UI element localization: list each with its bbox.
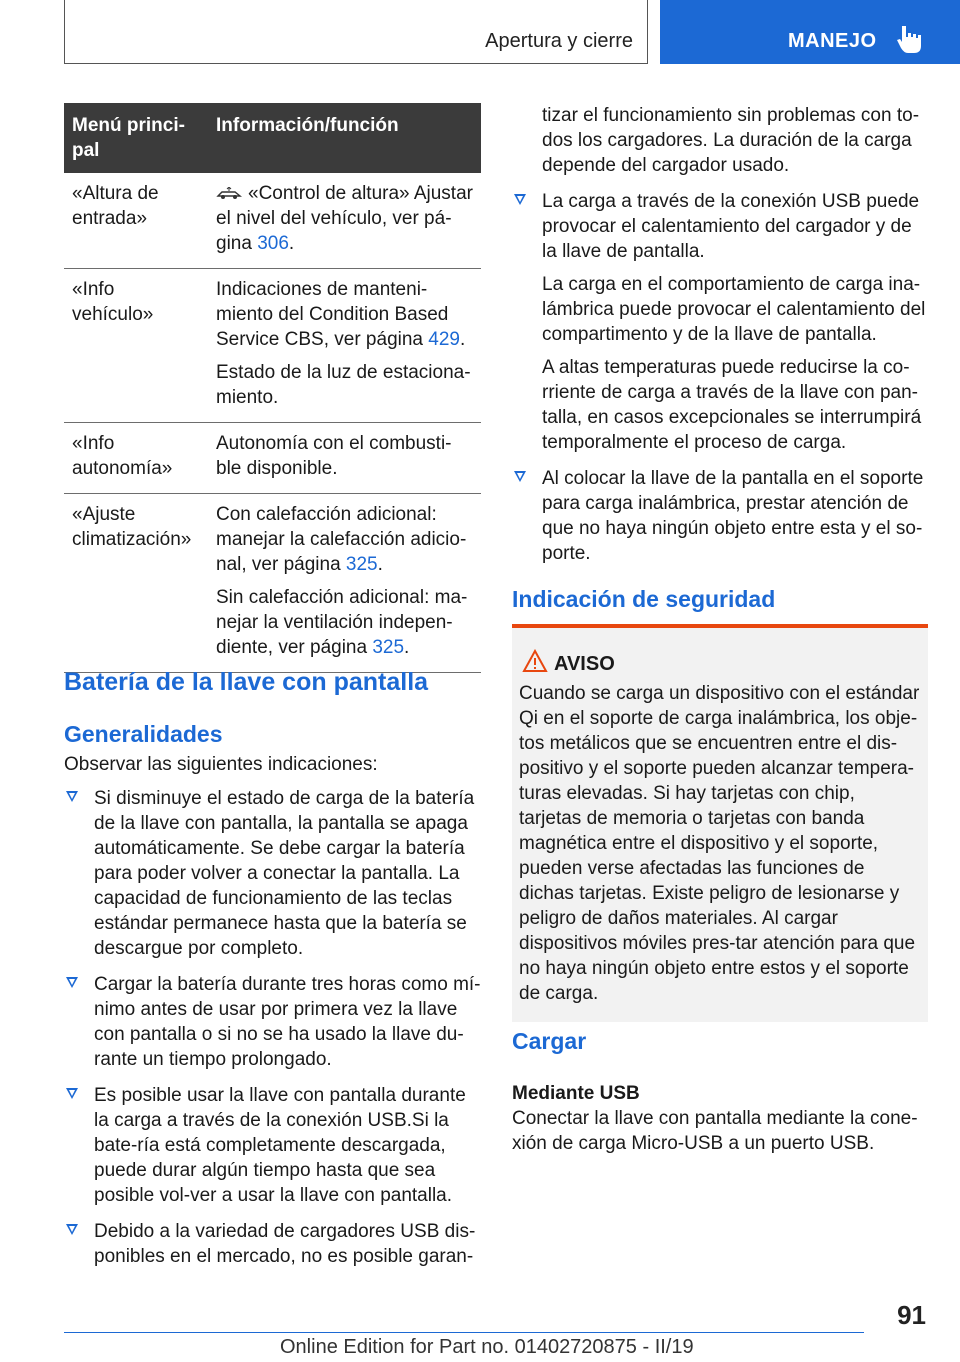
warning-box <box>512 624 928 1022</box>
page-link[interactable]: 325 <box>345 554 378 575</box>
triangle-bullet-icon <box>514 194 526 205</box>
triangle-bullet-icon <box>514 471 526 482</box>
car-height-icon <box>216 187 242 201</box>
table-row <box>64 494 481 673</box>
triangle-bullet-icon <box>66 791 78 802</box>
warning-text: Cuando se carga un dispositivo con el estándar Qi en el soporte de carga inalámbrica, los obje-tos metálicos que se encuentren entre el dis-positivo y el soporte pueden alcanzar tempera-turas elevadas. Si hay tarjetas con chip, tarjetas de memoria o tarjetas con banda magnética entre el dispositivo y el soporte, pueden verse afectadas las funciones de dichas tarjetas. Existe peligro de lesionarse y peligro de daños materiales. Al cargar dispositivos móviles pres-tar atención para que no haya ningún objeto entre estos y el soporte de carga. <box>519 683 920 1004</box>
hand-pointer-icon <box>896 24 922 54</box>
list-item: La carga a través de la conexión USB puede provocar el calentamiento del cargador y de la llave de pantalla. La carga en el comportamiento de carga ina-lámbrica puede provocar el calentamiento del compartimento y de la llave de pantalla. A altas temperaturas puede reducirse la co-rriente de carga a través de la llave con pan-talla, en casos excepcionales se interrumpirá temporalmente el proceso de carga. <box>512 189 928 455</box>
list-item: Cargar la batería durante tres horas como mí-nimo antes de usar por primera vez la llave con pantalla o si no se ha usado la llave du-rante un tiempo prolongado. <box>64 972 481 1072</box>
page-link[interactable]: 325 <box>372 637 405 658</box>
header-chapter-title: MANEJO <box>788 30 877 52</box>
table-header-info: Información/función <box>208 103 481 173</box>
triangle-bullet-icon <box>66 977 78 988</box>
table-cell-info: Autonomía con el combusti-ble disponible. <box>208 423 481 494</box>
page-number: 91 <box>897 1300 926 1330</box>
menu-table <box>64 103 481 673</box>
battery-title: Batería de la llave con pantalla <box>64 668 429 696</box>
table-row <box>64 269 481 423</box>
right-column <box>512 103 928 613</box>
table-cell-menu: «Altura de entrada» <box>64 173 208 269</box>
table-row <box>64 173 481 269</box>
table-cell-info: «Control de altura» Ajustar el nivel del vehículo, ver pá-gina 306. <box>208 173 481 269</box>
table-cell-menu: «Info vehículo» <box>64 269 208 423</box>
charge-section <box>512 1028 928 1156</box>
table-header-menu: Menú princi-pal <box>64 103 208 173</box>
table-cell-info: Indicaciones de manteni-miento del Condition Based Service CBS, ver página 429. Estado de la luz de estaciona-miento. <box>208 269 481 423</box>
battery-intro: Observar las siguientes indicaciones: <box>64 754 378 775</box>
list-item: Si disminuye el estado de carga de la batería de la llave con pantalla, la pantalla se apaga automáticamente. Se debe cargar la batería para poder volver a conectar la pantalla. La capacidad de funcionamiento de las teclas estándar permanece hasta que la batería se descargue por completo. <box>64 786 481 961</box>
page-link[interactable]: 306 <box>257 233 289 254</box>
usb-title: Mediante USB <box>512 1083 640 1104</box>
footer-divider <box>64 1332 864 1333</box>
page-link[interactable]: 429 <box>428 329 460 350</box>
footer-edition: Online Edition for Part no. 01402720875 - II/19 <box>280 1336 694 1358</box>
table-row <box>64 423 481 494</box>
battery-list <box>64 786 481 1269</box>
triangle-bullet-icon <box>66 1088 78 1099</box>
warning-label: AVISO <box>554 652 920 677</box>
header-chapter-tab[interactable] <box>660 0 960 64</box>
battery-section <box>64 668 481 1280</box>
list-item: Debido a la variedad de cargadores USB dis-ponibles en el mercado, no es posible garan- <box>64 1219 481 1269</box>
header-section-title: Apertura y cierre <box>485 30 633 52</box>
list-item: Es posible usar la llave con pantalla durante la carga a través de la conexión USB.Si la bate-ría está completamente descargada, puede durar algún tiempo hasta que sea posible vol-ver a usar la llave con pantalla. <box>64 1083 481 1208</box>
charge-title: Cargar <box>512 1028 587 1054</box>
warning-triangle-icon <box>522 649 548 673</box>
table-cell-info: Con calefacción adicional: manejar la calefacción adicio-nal, ver página 325. Sin calefacción adicional: ma-nejar la ventilación indepen-diente, ver página 325. <box>208 494 481 673</box>
continuation-text: tizar el funcionamiento sin problemas con to-dos los cargadores. La duración de la carga depende del cargador usado. <box>542 105 920 176</box>
list-item: Al colocar la llave de la pantalla en el soporte para carga inalámbrica, prestar atención de que no haya ningún objeto entre esta y el so-porte. <box>512 466 928 566</box>
triangle-bullet-icon <box>66 1224 78 1235</box>
table-cell-menu: «Info autonomía» <box>64 423 208 494</box>
safety-title: Indicación de seguridad <box>512 586 776 612</box>
charging-list <box>512 189 928 566</box>
header-section-box <box>64 0 648 64</box>
table-cell-menu: «Ajuste climatización» <box>64 494 208 673</box>
usb-text: Conectar la llave con pantalla mediante la cone-xión de carga Micro-USB a un puerto USB. <box>512 1108 918 1154</box>
general-subtitle: Generalidades <box>64 721 223 747</box>
